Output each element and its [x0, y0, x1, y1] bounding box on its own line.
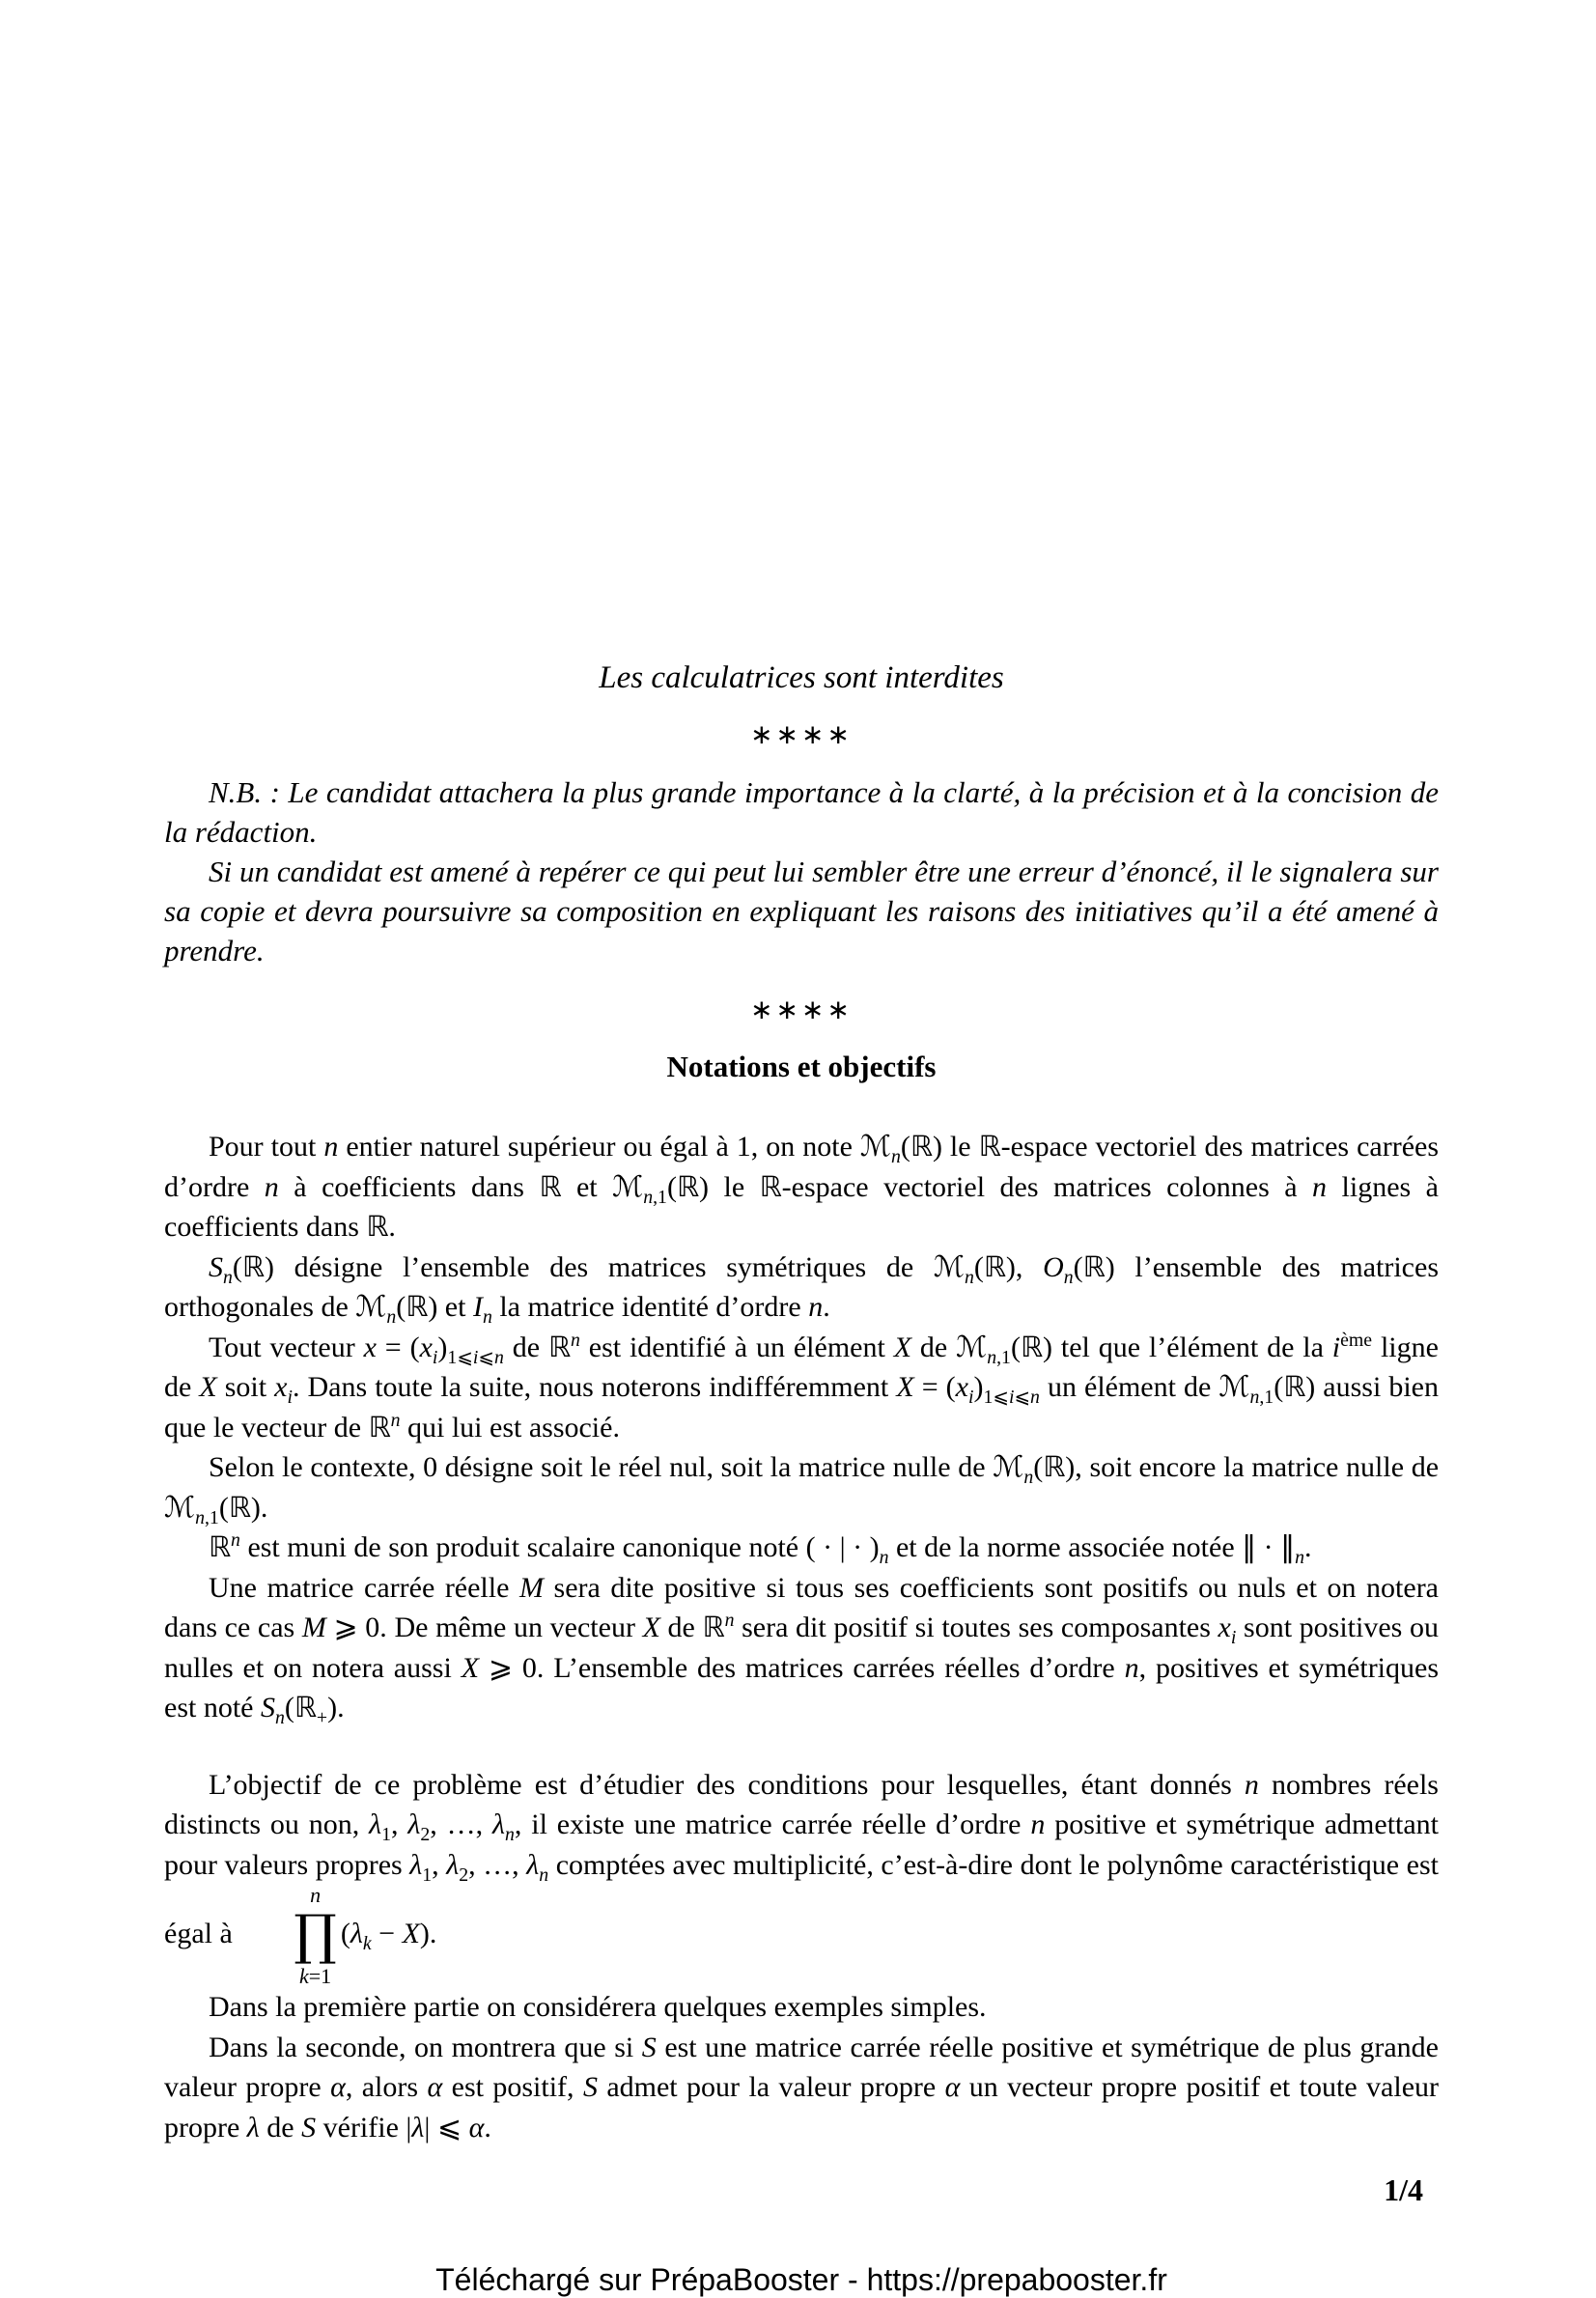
paragraph-objectif-3: Dans la seconde, on montrera que si S est une matrice carrée réelle positive et symétrique de plus grande valeur propre α, alors α est positif, S admet pour la valeur propre α un vecteur propre positif et toute valeur propre λ de S vérifie |λ| ⩽ α. [164, 2031, 1439, 2144]
paragraph-objectif-2: Dans la première partie on considérera quelques exemples simples. [209, 1991, 987, 2023]
paragraph-notations-2: $S_n(ℝ)$ désigne l’ensemble des matrices symétriques de ℳ$_n$(ℝ), $O_n(ℝ)$ l’ensemble des matrices orthogonales de ℳ$_n$(ℝ) et $I_n$ la matrice identité d’ordre n. [164, 1249, 1439, 1328]
paragraph-notations-4: Selon le contexte, 0 désigne soit le réel nul, soit la matrice nulle de ℳ$_n$(ℝ), soit encore la matrice nulle de ℳ$_{n,1}$(ℝ). [164, 1450, 1440, 1528]
text-block [164, 0, 1439, 2298]
section-heading: Notations et objectifs [666, 1050, 937, 1083]
paragraph-notations-1: Pour tout n entier naturel supérieur ou égal à 1, on note ℳ$_n$(ℝ) le ℝ-espace vectoriel des matrices carrées d’ordre n à coefficients dans ℝ et ℳ$_{n,1}$(ℝ) le ℝ-espace vectoriel des matrices colonnes à n lignes à coefficients dans ℝ. [164, 1130, 1440, 1243]
notice-title: Les calculatrices sont interdites [599, 660, 1004, 695]
paragraph-notations-3: Tout vecteur $x = (x_i)_{1⩽i⩽n}$ de ℝ$^n$ est identifié à un élément X de ℳ$_{n,1}$(ℝ) tel que l’élément de la $i^{ème}$ ligne de X soit $x_i$. Dans toute la suite, nous noterons indifféremment $X = (x_i)_{1⩽i⩽n}$ un élément de ℳ$_{n,1}$(ℝ) aussi bien que le vecteur de ℝ$^n$ qui lui est associé. [164, 1329, 1439, 1443]
candidate-note-paragraph: Si un candidat est amené à repérer ce qui peut lui sembler être une erreur d’énoncé, il le signalera sur sa copie et devra poursuivre sa composition en expliquant les raisons des initiatives qu’il a été amené à prendre. [164, 855, 1439, 967]
paragraph-notations-5: ℝ$^n$ est muni de son produit scalaire canonique noté ( · | · )$_n$ et de la norme associée notée ‖ · $‖_n$. [209, 1529, 1312, 1568]
separator-stars-bottom: ∗∗∗∗ [750, 994, 853, 1025]
paragraph-objectif-1: L’objectif de ce problème est d’étudier des conditions pour lesquelles, étant donnés n nombres réels distincts ou non, $\lambda_1$, $\lambda_2$, …, $\lambda_n$, il existe une matrice carrée réelle d’ordre n positive et symétrique admettant pour valeurs propres $\lambda_1$, $\lambda_2$, …, $\lambda_n$ comptées avec multiplicité, c’est-à-dire dont le polynôme caractéristique est égal à n ∏ k=1 $(\lambda_k - X)$. [164, 1768, 1440, 1988]
paragraph-notations-6: Une matrice carrée réelle M sera dite positive si tous ses coefficients sont positifs ou nuls et on notera dans ce cas M ⩾ 0. De même un vecteur X de ℝ$^n$ sera dit positif si toutes ses composantes $x_i$ sont positives ou nulles et on notera aussi X ⩾ 0. L’ensemble des matrices carrées réelles d’ordre n, positives et symétriques est noté $S_n(ℝ_+)$. [164, 1571, 1440, 1728]
page-number: 1/4 [1384, 2172, 1423, 2207]
nb-block [164, 772, 1439, 970]
separator-stars-top: ∗∗∗∗ [750, 718, 853, 750]
footer-credit: Téléchargé sur PrépaBooster - https://prepabooster.fr [435, 2262, 1167, 2297]
nb-paragraph: N.B. : Le candidat attachera la plus grande importance à la clarté, à la précision et à la concision de la rédaction. [164, 775, 1439, 849]
